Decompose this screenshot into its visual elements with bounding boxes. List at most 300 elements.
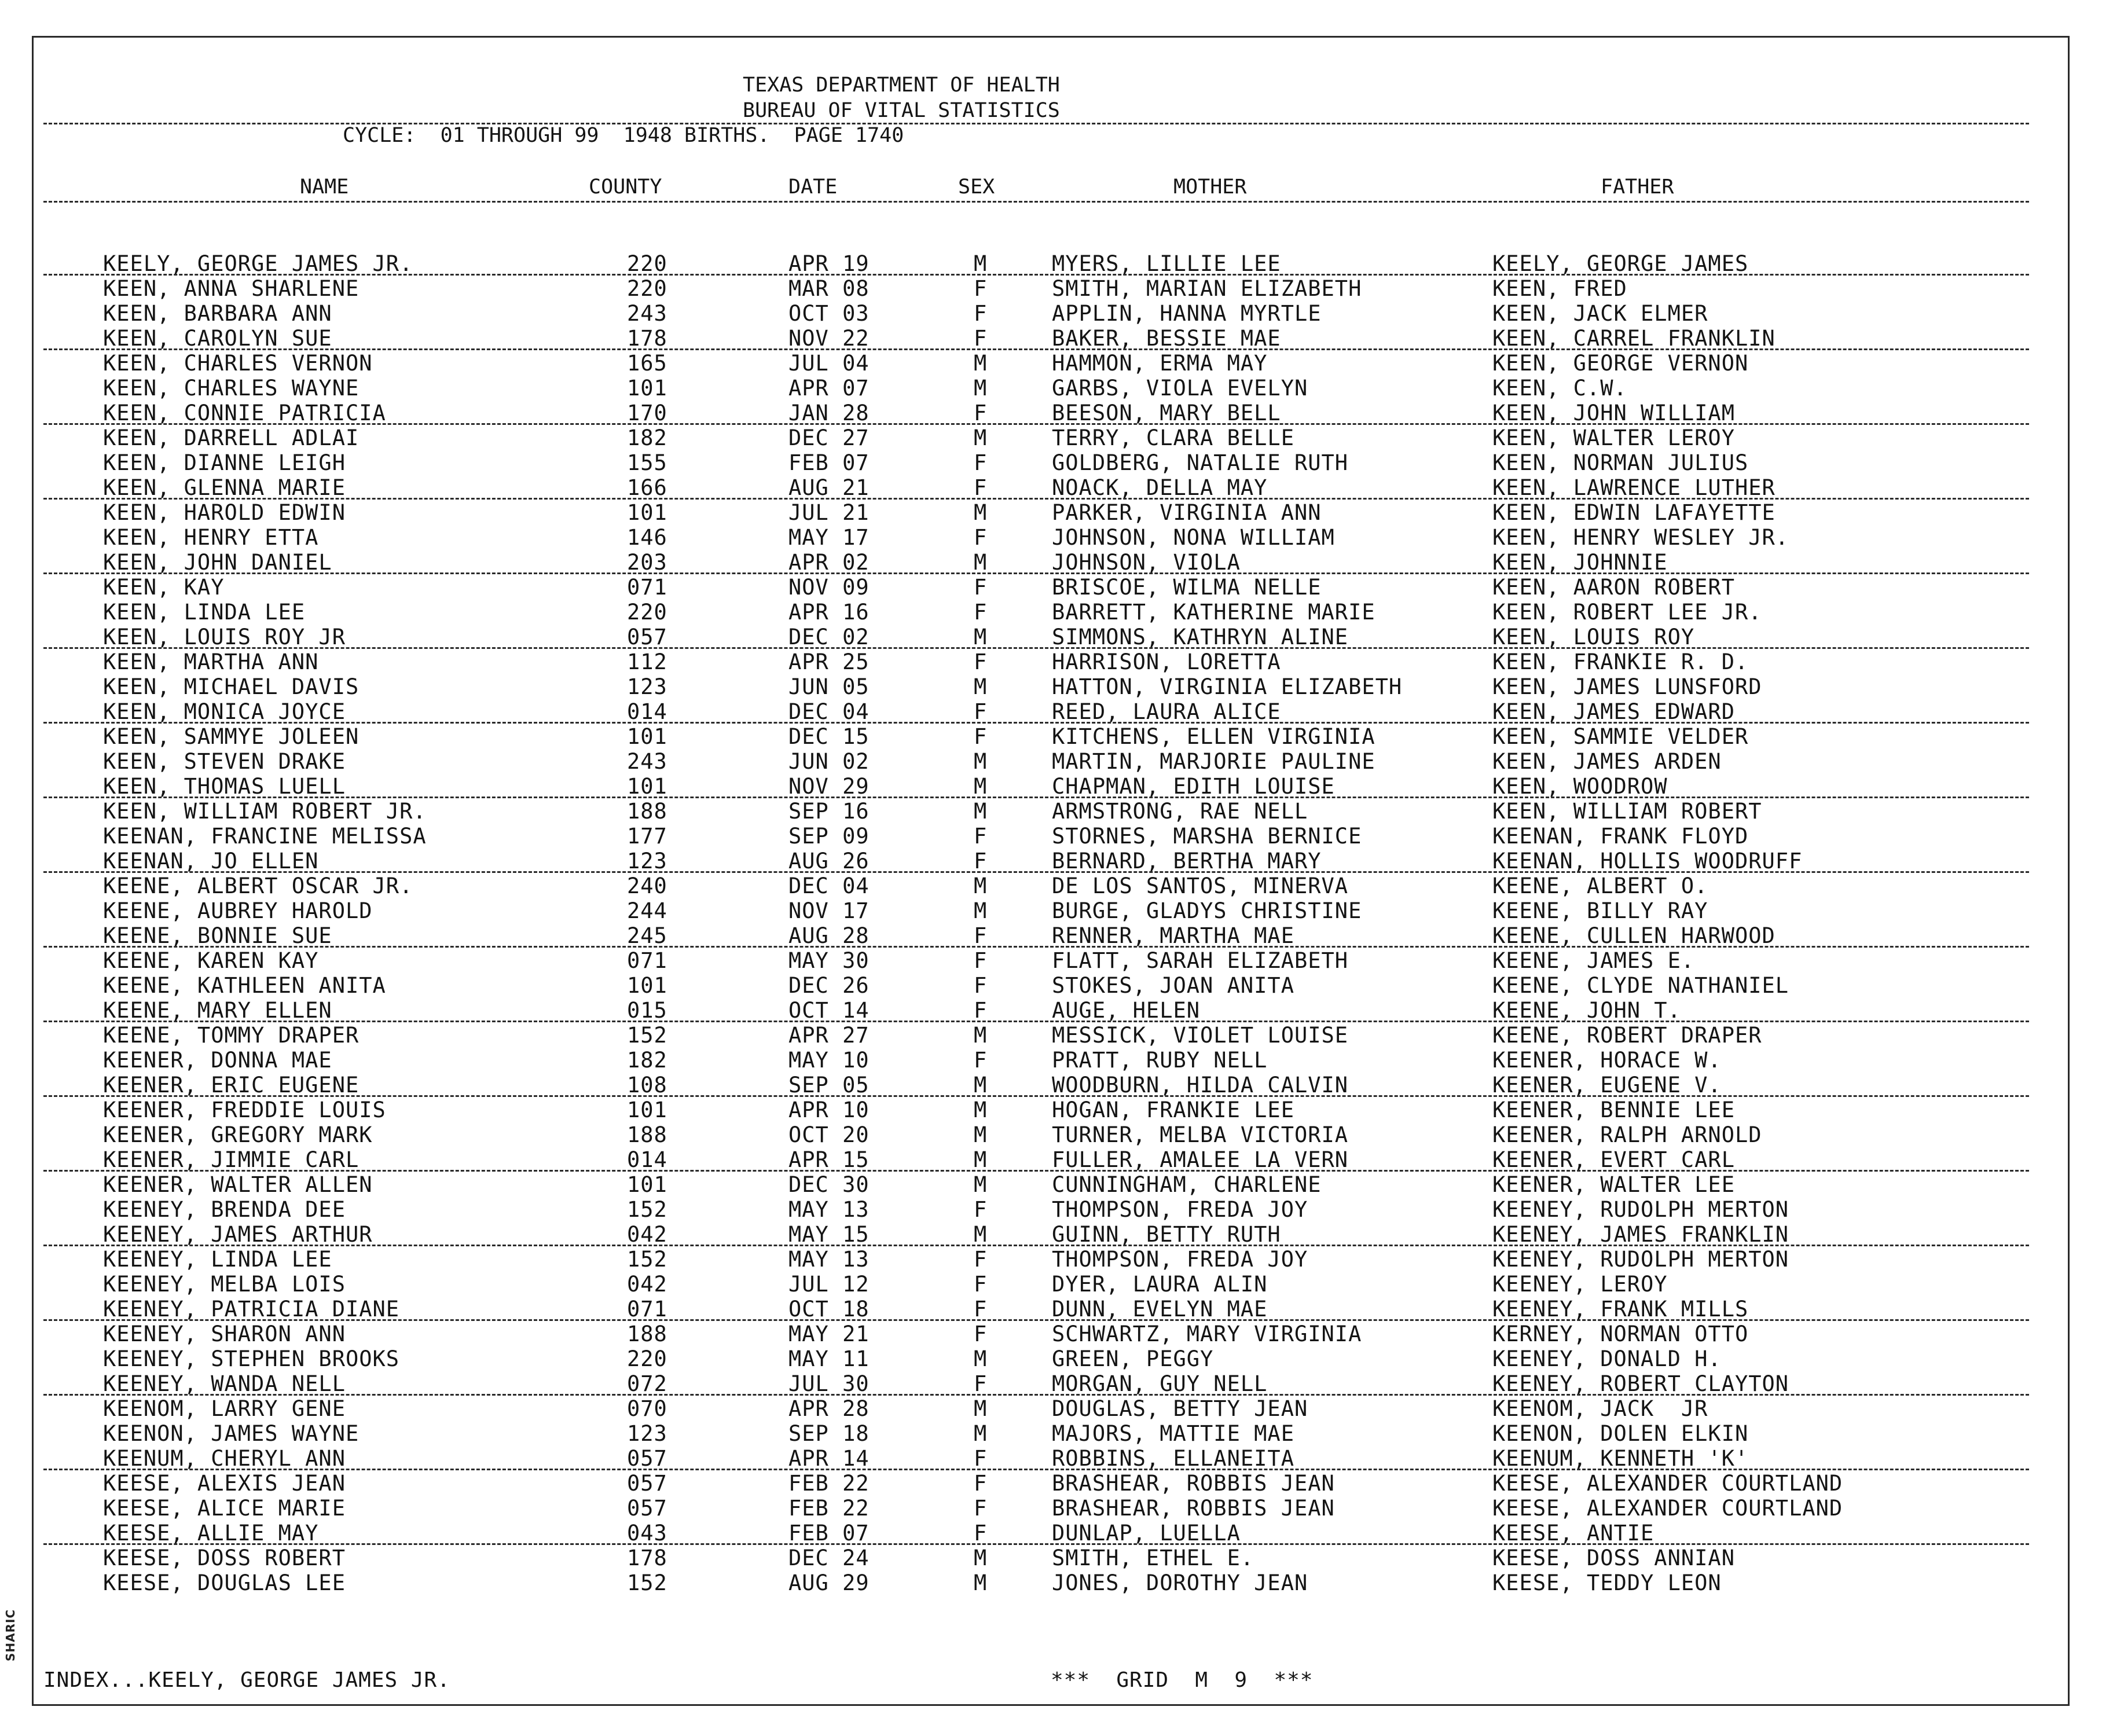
mother-cell: BARRETT, KATHERINE MARIE xyxy=(1052,600,1375,625)
county-cell: 182 xyxy=(627,425,667,450)
mother-cell: GUINN, BETTY RUTH xyxy=(1052,1222,1281,1247)
sex-cell: F xyxy=(974,326,988,351)
father-cell: KEEN, JAMES EDWARD xyxy=(1492,699,1735,724)
header-title: TEXAS DEPARTMENT OF HEALTH xyxy=(743,74,1060,97)
name-cell: KEEN, LOUIS ROY JR xyxy=(103,625,346,649)
name-cell: KEENUM, CHERYL ANN xyxy=(103,1446,346,1471)
table-row xyxy=(0,651,2113,676)
sex-cell: M xyxy=(974,1396,988,1421)
row-separator xyxy=(43,722,2029,724)
date-cell: JAN 28 xyxy=(788,401,870,425)
father-cell: KEESE, DOSS ANNIAN xyxy=(1492,1546,1735,1570)
mother-cell: BRASHEAR, ROBBIS JEAN xyxy=(1052,1496,1335,1521)
sex-cell: F xyxy=(974,401,988,425)
sex-cell: M xyxy=(974,873,988,898)
sex-cell: F xyxy=(974,1247,988,1272)
county-cell: 243 xyxy=(627,749,667,774)
sex-cell: M xyxy=(974,625,988,649)
table-row xyxy=(0,1572,2113,1597)
mother-cell: DOUGLAS, BETTY JEAN xyxy=(1052,1396,1308,1421)
sex-cell: M xyxy=(974,1546,988,1570)
mother-cell: SMITH, MARIAN ELIZABETH xyxy=(1052,276,1362,301)
side-label: SHARIC xyxy=(3,1609,17,1661)
row-separator xyxy=(43,1095,2029,1097)
sex-cell: M xyxy=(974,674,988,699)
sex-cell: F xyxy=(974,1322,988,1346)
father-cell: KEENE, JAMES E. xyxy=(1492,948,1695,973)
name-cell: KEEN, KAY xyxy=(103,575,225,600)
mother-cell: REED, LAURA ALICE xyxy=(1052,699,1281,724)
table-row xyxy=(0,726,2113,751)
sex-cell: M xyxy=(974,550,988,575)
date-cell: DEC 04 xyxy=(788,699,870,724)
name-cell: KEENE, MARY ELLEN xyxy=(103,998,332,1023)
county-cell: 220 xyxy=(627,251,667,276)
county-cell: 101 xyxy=(627,500,667,525)
date-cell: MAY 13 xyxy=(788,1197,870,1222)
county-cell: 220 xyxy=(627,600,667,625)
mother-cell: TURNER, MELBA VICTORIA xyxy=(1052,1122,1349,1147)
date-cell: MAY 13 xyxy=(788,1247,870,1272)
table-row xyxy=(0,751,2113,776)
father-cell: KEENE, ROBERT DRAPER xyxy=(1492,1023,1762,1048)
table-row xyxy=(0,1398,2113,1423)
sex-cell: F xyxy=(974,724,988,749)
name-cell: KEEN, DIANNE LEIGH xyxy=(103,450,346,475)
county-cell: 112 xyxy=(627,649,667,674)
mother-cell: KITCHENS, ELLEN VIRGINIA xyxy=(1052,724,1375,749)
name-cell: KEESE, DOUGLAS LEE xyxy=(103,1570,346,1595)
name-cell: KEEN, HAROLD EDWIN xyxy=(103,500,346,525)
county-cell: 240 xyxy=(627,873,667,898)
name-cell: KEEN, STEVEN DRAKE xyxy=(103,749,346,774)
mother-cell: FLATT, SARAH ELIZABETH xyxy=(1052,948,1349,973)
father-cell: KEEN, JACK ELMER xyxy=(1492,301,1708,326)
mother-cell: BEESON, MARY BELL xyxy=(1052,401,1281,425)
table-row xyxy=(0,1049,2113,1074)
name-cell: KEEN, CHARLES VERNON xyxy=(103,351,373,376)
date-cell: MAY 30 xyxy=(788,948,870,973)
county-cell: 101 xyxy=(627,1172,667,1197)
sex-cell: F xyxy=(974,649,988,674)
father-cell: KEENON, DOLEN ELKIN xyxy=(1492,1421,1749,1446)
date-cell: SEP 16 xyxy=(788,799,870,824)
mother-cell: HARRISON, LORETTA xyxy=(1052,649,1281,674)
table-row xyxy=(0,1423,2113,1448)
county-cell: 101 xyxy=(627,1098,667,1122)
sex-cell: F xyxy=(974,1471,988,1496)
table-row xyxy=(0,1498,2113,1522)
father-cell: KEESE, ALEXANDER COURTLAND xyxy=(1492,1471,1843,1496)
column-header-mother: MOTHER xyxy=(1173,175,1247,199)
header-subtitle: BUREAU OF VITAL STATISTICS xyxy=(743,99,1060,122)
row-separator xyxy=(43,647,2029,649)
sex-cell: M xyxy=(974,1346,988,1371)
name-cell: KEEN, MONICA JOYCE xyxy=(103,699,346,724)
date-cell: NOV 17 xyxy=(788,898,870,923)
county-cell: 123 xyxy=(627,674,667,699)
county-cell: 220 xyxy=(627,276,667,301)
name-cell: KEENEY, WANDA NELL xyxy=(103,1371,346,1396)
date-cell: NOV 29 xyxy=(788,774,870,799)
sex-cell: M xyxy=(974,1073,988,1098)
table-row xyxy=(0,676,2113,701)
county-cell: 043 xyxy=(627,1521,667,1546)
sex-cell: M xyxy=(974,251,988,276)
cycle-line: CYCLE: 01 THROUGH 99 1948 BIRTHS. PAGE 1740 xyxy=(343,124,904,147)
table-row xyxy=(0,452,2113,477)
mother-cell: MAJORS, MATTIE MAE xyxy=(1052,1421,1294,1446)
sex-cell: F xyxy=(974,973,988,998)
county-cell: 101 xyxy=(627,376,667,401)
sex-cell: M xyxy=(974,1172,988,1197)
date-cell: APR 16 xyxy=(788,600,870,625)
father-cell: KEENE, CLYDE NATHANIEL xyxy=(1492,973,1789,998)
father-cell: KEESE, ALEXANDER COURTLAND xyxy=(1492,1496,1843,1521)
father-cell: KEEN, FRANKIE R. D. xyxy=(1492,649,1749,674)
father-cell: KEEN, LAWRENCE LUTHER xyxy=(1492,475,1775,500)
county-cell: 101 xyxy=(627,724,667,749)
date-cell: MAY 11 xyxy=(788,1346,870,1371)
name-cell: KEEN, JOHN DANIEL xyxy=(103,550,332,575)
father-cell: KEENE, BILLY RAY xyxy=(1492,898,1708,923)
father-cell: KEENAN, FRANK FLOYD xyxy=(1492,824,1749,849)
father-cell: KEENE, JOHN T. xyxy=(1492,998,1681,1023)
county-cell: 152 xyxy=(627,1197,667,1222)
father-cell: KEENEY, ROBERT CLAYTON xyxy=(1492,1371,1789,1396)
county-cell: 123 xyxy=(627,849,667,873)
row-separator xyxy=(43,946,2029,948)
mother-cell: BURGE, GLADYS CHRISTINE xyxy=(1052,898,1362,923)
row-separator xyxy=(43,274,2029,276)
name-cell: KEEN, BARBARA ANN xyxy=(103,301,332,326)
father-cell: KEEN, ROBERT LEE JR. xyxy=(1492,600,1762,625)
mother-cell: DUNLAP, LUELLA xyxy=(1052,1521,1241,1546)
date-cell: JUL 04 xyxy=(788,351,870,376)
name-cell: KEEN, CAROLYN SUE xyxy=(103,326,332,351)
table-row xyxy=(0,601,2113,626)
date-cell: OCT 14 xyxy=(788,998,870,1023)
father-cell: KEEN, JAMES ARDEN xyxy=(1492,749,1722,774)
name-cell: KEEN, HENRY ETTA xyxy=(103,525,319,550)
date-cell: APR 25 xyxy=(788,649,870,674)
date-cell: OCT 20 xyxy=(788,1122,870,1147)
row-separator xyxy=(43,1543,2029,1545)
mother-cell: ROBBINS, ELLANEITA xyxy=(1052,1446,1294,1471)
sex-cell: F xyxy=(974,923,988,948)
sex-cell: F xyxy=(974,1272,988,1297)
date-cell: JUN 02 xyxy=(788,749,870,774)
table-row xyxy=(0,1473,2113,1498)
county-cell: 057 xyxy=(627,1471,667,1496)
date-cell: APR 07 xyxy=(788,376,870,401)
father-cell: KEENER, EUGENE V. xyxy=(1492,1073,1722,1098)
sex-cell: M xyxy=(974,1023,988,1048)
father-cell: KEENEY, DONALD H. xyxy=(1492,1346,1722,1371)
mother-cell: STORNES, MARSHA BERNICE xyxy=(1052,824,1362,849)
mother-cell: DE LOS SANTOS, MINERVA xyxy=(1052,873,1349,898)
name-cell: KEEN, GLENNA MARIE xyxy=(103,475,346,500)
sex-cell: M xyxy=(974,1222,988,1247)
name-cell: KEENE, AUBREY HAROLD xyxy=(103,898,373,923)
table-row xyxy=(0,1323,2113,1348)
father-cell: KEENEY, LEROY xyxy=(1492,1272,1668,1297)
date-cell: AUG 21 xyxy=(788,475,870,500)
name-cell: KEENEY, SHARON ANN xyxy=(103,1322,346,1346)
county-cell: 152 xyxy=(627,1023,667,1048)
mother-cell: DUNN, EVELYN MAE xyxy=(1052,1297,1268,1322)
mother-cell: THOMPSON, FREDA JOY xyxy=(1052,1197,1308,1222)
father-cell: KEEN, WOODROW xyxy=(1492,774,1668,799)
row-separator xyxy=(43,1245,2029,1246)
name-cell: KEEN, SAMMYE JOLEEN xyxy=(103,724,359,749)
date-cell: APR 27 xyxy=(788,1023,870,1048)
sex-cell: F xyxy=(974,301,988,326)
mother-cell: RENNER, MARTHA MAE xyxy=(1052,923,1294,948)
date-cell: NOV 09 xyxy=(788,575,870,600)
mother-cell: HOGAN, FRANKIE LEE xyxy=(1052,1098,1294,1122)
name-cell: KEESE, ALLIE MAY xyxy=(103,1521,319,1546)
sex-cell: M xyxy=(974,425,988,450)
name-cell: KEENEY, BRENDA DEE xyxy=(103,1197,346,1222)
father-cell: KEEN, C.W. xyxy=(1492,376,1627,401)
sex-cell: F xyxy=(974,475,988,500)
name-cell: KEENER, GREGORY MARK xyxy=(103,1122,373,1147)
mother-cell: GOLDBERG, NATALIE RUTH xyxy=(1052,450,1349,475)
date-cell: MAR 08 xyxy=(788,276,870,301)
mother-cell: THOMPSON, FREDA JOY xyxy=(1052,1247,1308,1272)
county-cell: 177 xyxy=(627,824,667,849)
mother-cell: JOHNSON, NONA WILLIAM xyxy=(1052,525,1335,550)
column-header-father: FATHER xyxy=(1601,175,1674,199)
county-cell: 101 xyxy=(627,774,667,799)
table-row xyxy=(0,875,2113,900)
column-header-sex: SEX xyxy=(958,175,995,199)
name-cell: KEENEY, PATRICIA DIANE xyxy=(103,1297,400,1322)
county-cell: 188 xyxy=(627,799,667,824)
county-cell: 165 xyxy=(627,351,667,376)
county-cell: 070 xyxy=(627,1396,667,1421)
county-cell: 071 xyxy=(627,1297,667,1322)
date-cell: DEC 27 xyxy=(788,425,870,450)
date-cell: DEC 04 xyxy=(788,873,870,898)
table-row xyxy=(0,1099,2113,1124)
county-cell: 188 xyxy=(627,1322,667,1346)
mother-cell: TERRY, CLARA BELLE xyxy=(1052,425,1294,450)
date-cell: MAY 21 xyxy=(788,1322,870,1346)
county-cell: 057 xyxy=(627,1446,667,1471)
father-cell: KEEN, GEORGE VERNON xyxy=(1492,351,1749,376)
table-row xyxy=(0,353,2113,377)
date-cell: FEB 07 xyxy=(788,1521,870,1546)
mother-cell: HATTON, VIRGINIA ELIZABETH xyxy=(1052,674,1403,699)
father-cell: KEENUM, KENNETH 'K' xyxy=(1492,1446,1749,1471)
date-cell: DEC 24 xyxy=(788,1546,870,1570)
date-cell: APR 19 xyxy=(788,251,870,276)
mother-cell: MARTIN, MARJORIE PAULINE xyxy=(1052,749,1375,774)
mother-cell: NOACK, DELLA MAY xyxy=(1052,475,1268,500)
name-cell: KEENE, TOMMY DRAPER xyxy=(103,1023,359,1048)
date-cell: JUN 05 xyxy=(788,674,870,699)
date-cell: SEP 18 xyxy=(788,1421,870,1446)
date-cell: JUL 12 xyxy=(788,1272,870,1297)
date-cell: APR 15 xyxy=(788,1147,870,1172)
sex-cell: M xyxy=(974,898,988,923)
name-cell: KEENEY, STEPHEN BROOKS xyxy=(103,1346,400,1371)
date-cell: FEB 22 xyxy=(788,1496,870,1521)
father-cell: KEEN, WALTER LEROY xyxy=(1492,425,1735,450)
mother-cell: CHAPMAN, EDITH LOUISE xyxy=(1052,774,1335,799)
mother-cell: GREEN, PEGGY xyxy=(1052,1346,1214,1371)
row-separator xyxy=(43,871,2029,873)
row-separator xyxy=(43,423,2029,425)
date-cell: MAY 17 xyxy=(788,525,870,550)
sex-cell: M xyxy=(974,1147,988,1172)
sex-cell: F xyxy=(974,1446,988,1471)
row-separator xyxy=(43,1170,2029,1172)
sex-cell: M xyxy=(974,1570,988,1595)
father-cell: KEESE, TEDDY LEON xyxy=(1492,1570,1722,1595)
county-cell: 123 xyxy=(627,1421,667,1446)
row-separator xyxy=(43,572,2029,574)
county-cell: 071 xyxy=(627,948,667,973)
row-separator xyxy=(43,1394,2029,1396)
date-cell: AUG 28 xyxy=(788,923,870,948)
name-cell: KEEN, MARTHA ANN xyxy=(103,649,319,674)
table-row xyxy=(0,1547,2113,1572)
date-cell: DEC 02 xyxy=(788,625,870,649)
table-row xyxy=(0,527,2113,552)
father-cell: KEEN, SAMMIE VELDER xyxy=(1492,724,1749,749)
mother-cell: SIMMONS, KATHRYN ALINE xyxy=(1052,625,1349,649)
county-cell: 015 xyxy=(627,998,667,1023)
name-cell: KEELY, GEORGE JAMES JR. xyxy=(103,251,413,276)
name-cell: KEEN, MICHAEL DAVIS xyxy=(103,674,359,699)
sex-cell: M xyxy=(974,799,988,824)
father-cell: KEENE, ALBERT O. xyxy=(1492,873,1708,898)
county-cell: 245 xyxy=(627,923,667,948)
table-row xyxy=(0,801,2113,825)
table-row xyxy=(0,427,2113,452)
sex-cell: F xyxy=(974,849,988,873)
date-cell: APR 28 xyxy=(788,1396,870,1421)
name-cell: KEENER, FREDDIE LOUIS xyxy=(103,1098,386,1122)
mother-cell: PARKER, VIRGINIA ANN xyxy=(1052,500,1322,525)
father-cell: KEEN, HENRY WESLEY JR. xyxy=(1492,525,1789,550)
mother-cell: DYER, LAURA ALIN xyxy=(1052,1272,1268,1297)
county-cell: 042 xyxy=(627,1272,667,1297)
name-cell: KEENE, KAREN KAY xyxy=(103,948,319,973)
name-cell: KEENEY, MELBA LOIS xyxy=(103,1272,346,1297)
county-cell: 152 xyxy=(627,1247,667,1272)
sex-cell: F xyxy=(974,600,988,625)
column-header-name: NAME xyxy=(300,175,349,199)
name-cell: KEENEY, LINDA LEE xyxy=(103,1247,332,1272)
name-cell: KEESE, ALICE MARIE xyxy=(103,1496,346,1521)
county-cell: 178 xyxy=(627,326,667,351)
name-cell: KEENAN, JO ELLEN xyxy=(103,849,319,873)
mother-cell: BRISCOE, WILMA NELLE xyxy=(1052,575,1322,600)
father-cell: KEEN, LOUIS ROY xyxy=(1492,625,1695,649)
mother-cell: HAMMON, ERMA MAY xyxy=(1052,351,1268,376)
name-cell: KEENE, KATHLEEN ANITA xyxy=(103,973,386,998)
date-cell: DEC 15 xyxy=(788,724,870,749)
footer-grid: *** GRID M 9 *** xyxy=(1051,1668,1314,1692)
footer-index: INDEX...KEELY, GEORGE JAMES JR. xyxy=(43,1668,450,1692)
father-cell: KEEN, JAMES LUNSFORD xyxy=(1492,674,1762,699)
row-separator xyxy=(43,498,2029,500)
father-cell: KEENEY, FRANK MILLS xyxy=(1492,1297,1749,1322)
sex-cell: F xyxy=(974,575,988,600)
mother-cell: MORGAN, GUY NELL xyxy=(1052,1371,1268,1396)
table-row xyxy=(0,975,2113,1000)
table-row xyxy=(0,1174,2113,1199)
name-cell: KEENER, DONNA MAE xyxy=(103,1048,332,1073)
name-cell: KEENER, ERIC EUGENE xyxy=(103,1073,359,1098)
sex-cell: F xyxy=(974,1496,988,1521)
county-cell: 244 xyxy=(627,898,667,923)
mother-cell: FULLER, AMALEE LA VERN xyxy=(1052,1147,1349,1172)
name-cell: KEEN, CONNIE PATRICIA xyxy=(103,401,386,425)
father-cell: KEENER, RALPH ARNOLD xyxy=(1492,1122,1762,1147)
row-separator xyxy=(43,1021,2029,1022)
county-cell: 042 xyxy=(627,1222,667,1247)
table-row xyxy=(0,900,2113,925)
county-cell: 071 xyxy=(627,575,667,600)
father-cell: KEENE, CULLEN HARWOOD xyxy=(1492,923,1775,948)
table-row xyxy=(0,1348,2113,1373)
sex-cell: M xyxy=(974,500,988,525)
father-cell: KERNEY, NORMAN OTTO xyxy=(1492,1322,1749,1346)
mother-cell: BAKER, BESSIE MAE xyxy=(1052,326,1281,351)
name-cell: KEENOM, LARRY GENE xyxy=(103,1396,346,1421)
county-cell: 170 xyxy=(627,401,667,425)
mother-cell: BRASHEAR, ROBBIS JEAN xyxy=(1052,1471,1335,1496)
date-cell: FEB 22 xyxy=(788,1471,870,1496)
row-separator xyxy=(43,348,2029,350)
row-separator xyxy=(43,1319,2029,1321)
date-cell: MAY 15 xyxy=(788,1222,870,1247)
table-row xyxy=(0,502,2113,527)
column-header-divider xyxy=(43,201,2029,203)
name-cell: KEEN, LINDA LEE xyxy=(103,600,306,625)
father-cell: KEENER, EVERT CARL xyxy=(1492,1147,1735,1172)
father-cell: KEEN, CARREL FRANKLIN xyxy=(1492,326,1775,351)
father-cell: KEELY, GEORGE JAMES xyxy=(1492,251,1749,276)
father-cell: KEENEY, RUDOLPH MERTON xyxy=(1492,1197,1789,1222)
date-cell: AUG 26 xyxy=(788,849,870,873)
sex-cell: F xyxy=(974,824,988,849)
father-cell: KEENEY, RUDOLPH MERTON xyxy=(1492,1247,1789,1272)
father-cell: KEEN, EDWIN LAFAYETTE xyxy=(1492,500,1775,525)
mother-cell: GARBS, VIOLA EVELYN xyxy=(1052,376,1308,401)
county-cell: 203 xyxy=(627,550,667,575)
sex-cell: M xyxy=(974,749,988,774)
sex-cell: F xyxy=(974,1197,988,1222)
table-row xyxy=(0,577,2113,601)
row-separator xyxy=(43,797,2029,798)
date-cell: OCT 03 xyxy=(788,301,870,326)
date-cell: APR 02 xyxy=(788,550,870,575)
date-cell: SEP 05 xyxy=(788,1073,870,1098)
father-cell: KEENER, HORACE W. xyxy=(1492,1048,1722,1073)
mother-cell: PRATT, RUBY NELL xyxy=(1052,1048,1268,1073)
county-cell: 182 xyxy=(627,1048,667,1073)
county-cell: 220 xyxy=(627,1346,667,1371)
date-cell: JUL 30 xyxy=(788,1371,870,1396)
county-cell: 152 xyxy=(627,1570,667,1595)
name-cell: KEEN, THOMAS LUELL xyxy=(103,774,346,799)
